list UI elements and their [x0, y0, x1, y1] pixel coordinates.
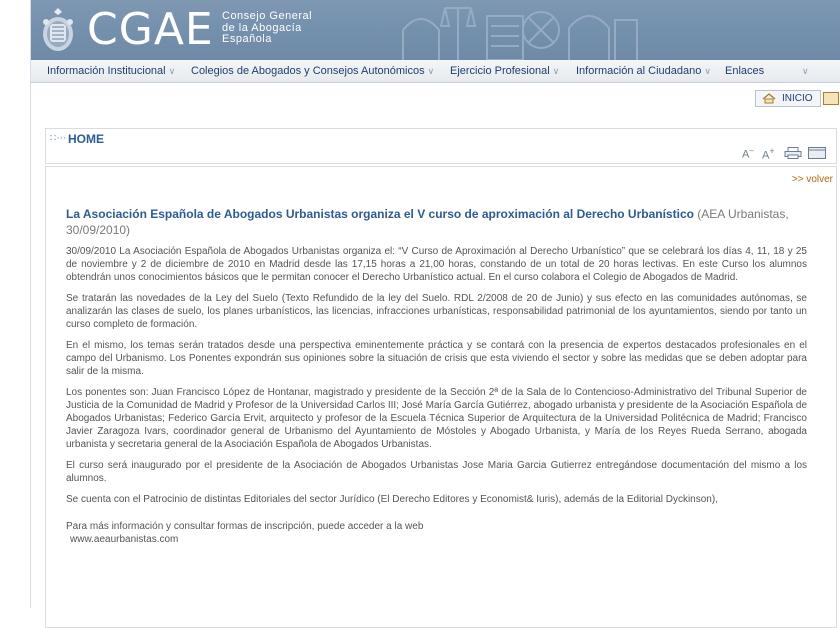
email-icon[interactable] [808, 147, 826, 159]
brand-subtitle-line: Consejo General [222, 10, 313, 22]
nav-item-label: Ejercicio Profesional [450, 65, 550, 77]
print-icon[interactable] [784, 147, 802, 159]
page [30, 0, 840, 608]
article-title[interactable]: La Asociación Española de Abogados Urbanistas organiza el V curso de aproximación al Derecho Urbanístico [66, 207, 694, 221]
nav-item-enlaces[interactable] [725, 65, 764, 77]
brand-logo-text[interactable]: CGAE [87, 4, 214, 55]
font-decrease-button[interactable]: A– [742, 146, 754, 161]
article-container [45, 166, 837, 628]
site-header [31, 0, 840, 60]
font-increase-button[interactable]: A+ [762, 146, 775, 162]
main-nav [31, 60, 840, 83]
header-emblem-art [401, 0, 641, 60]
article-meta: (AEA Urbanistas, 30/09/2010) [66, 207, 789, 237]
nav-item-informacion-ciudadano[interactable] [576, 65, 711, 77]
nav-item-colegios[interactable] [191, 65, 434, 77]
nav-item-informacion-institucional[interactable] [47, 65, 175, 77]
coat-of-arms-icon[interactable] [37, 6, 79, 54]
brand-subtitle-line: Española [222, 33, 272, 45]
article [66, 207, 807, 546]
chevron-down-icon: ∨ [168, 66, 176, 76]
nav-item-ejercicio-profesional[interactable] [450, 65, 559, 77]
font-decrease-label: A [742, 148, 750, 161]
article-paragraph: 30/09/2010 La Asociación Española de Abogados Urbanistas organiza el: “V Curso de Aproximación al Derecho Urbanístico” que se celebrará los días 4, 11, 18 y 25 de noviembre y 2 de diciembre de 2010 en Madrid desde las 17,15 horas a 21,00 horas, constando de un total de 20 horas lectivas. En este Curso los alumnos obtendrán unos conocimientos básicos que le permitan conocer el Derecho Urbanístico actual. En el curso colabora el Colegio de Abogados de Madrid. [66, 246, 807, 283]
font-increase-label: A [762, 149, 770, 162]
nav-item-label: Enlaces [725, 65, 765, 77]
chevron-down-icon: ∨ [427, 66, 435, 76]
inicio-button[interactable] [755, 90, 821, 107]
article-paragraph: Para más información y consultar formas de inscripción, puede acceder a la web [66, 521, 424, 532]
chevron-down-icon: ∨ [552, 66, 560, 76]
chevron-down-icon: ∨ [704, 66, 711, 76]
article-paragraph: Los ponentes son: Juan Francisco López de Hontanar, magistrado y presidente de la Sección 2ª de la Sala de lo Contencioso-Administrativo del Tribunal Superior de Justicia de la Comunidad de Madrid y Profesor de la Universidad Carlos III; José María García Gutiérrez, abogado urbanista y presidente de la Asociación Española de Abogados Urbanistas; Federico García Ervit, arquitecto y profesor de la Escuela Técnica Superior de Arquitectura de la Universidad Politécnica de Madrid; Francisco Javier Zaragoza Ivars, coordinador general de Urbanismo del Ayuntamiento de Móstoles y Abogado Urbanista, y María de los Reyes Rueda Serrano, abogada urbanista y secretaria general de la Asociación Española de Abogados Urbanistas. [66, 387, 807, 450]
page-title: HOME [68, 132, 104, 146]
article-title-block [66, 207, 807, 238]
home-icon [762, 93, 776, 104]
chevron-down-icon: ∨ [802, 66, 809, 76]
article-paragraph: Se cuenta con el Patrocinio de distintas Editoriales del sector Jurídico (El Derecho Editores y Economist& Iuris), además de la Editorial Dyckinson), [66, 494, 718, 505]
home-section-bar [45, 128, 837, 164]
dots-icon: ∷⋯ [50, 133, 67, 144]
nav-item-label: Información Institucional [47, 65, 166, 77]
brand-subtitle [222, 11, 312, 46]
brand-subtitle-line: de la Abogacía [222, 21, 302, 34]
article-paragraph: En el mismo, los temas serán tratados desde una perspectiva eminentemente práctica y se contará con la presencia de expertos destacados profesionales en el campo del Urbanismo. Los Ponentes expondrán sus opiniones sobre la situación de crisis que esta viviendo el sector y sobre las medidas que se deben adoptar para salir de la misma. [66, 340, 807, 377]
website-link[interactable]: www.aeaurbanistas.com [70, 534, 179, 545]
article-paragraph: Se tratarán las novedades de la Ley del Suelo (Texto Refundido de la ley del Suelo. RDL 2/2008 de 20 de Junio) y sus efecto en las comunidades autónomas, se analizarán las clases de suelo, los planes urbanísticos, las licencias, infracciones urbanísticas, responsabilidad patrimonial de los ayuntamientos, siendo por tanto un curso completo de formación. [66, 293, 807, 330]
page-tools [742, 146, 832, 160]
back-link[interactable]: >> volver [791, 174, 833, 185]
nav-more-dropdown[interactable] [799, 65, 809, 77]
bookmark-icon[interactable] [823, 92, 839, 105]
nav-item-label: Colegios de Abogados y Consejos Autonómicos [191, 65, 425, 77]
inicio-label: INICIO [782, 93, 813, 104]
article-paragraph: El curso será inaugurado por el presidente de la Asociación de Abogados Urbanistas Jose Maria Garcia Gutierrez entregándose documentación del mismo a los alumnos. [66, 460, 807, 484]
nav-item-label: Información al Ciudadano [576, 65, 702, 77]
